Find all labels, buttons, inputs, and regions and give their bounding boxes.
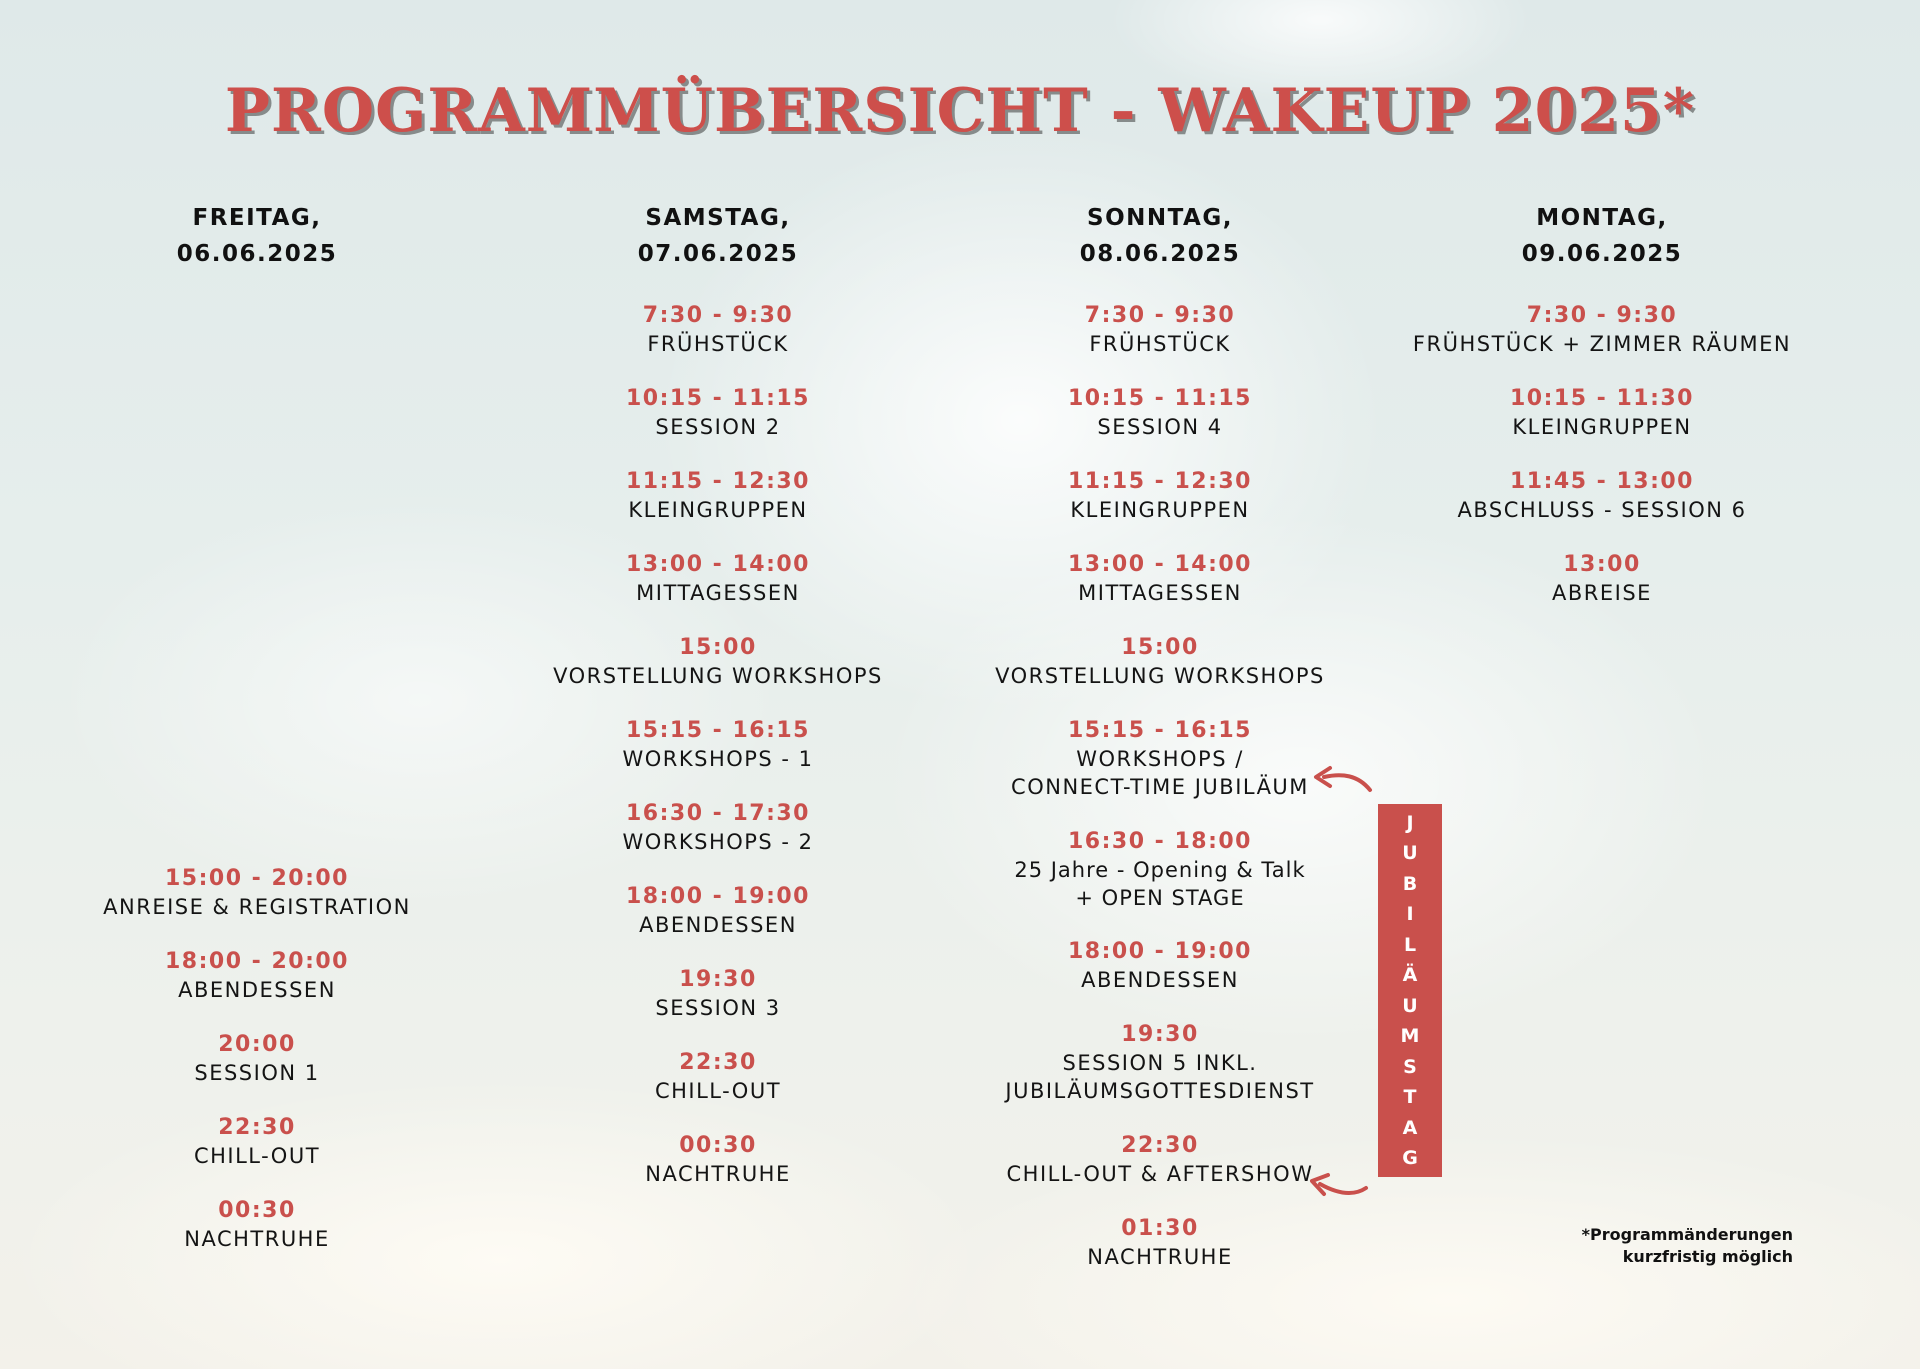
event-label: SESSION 1 [194,1061,320,1085]
event-time: 10:15 - 11:30 [1509,386,1694,411]
schedule-item [498,800,938,856]
event-time: 15:15 - 16:15 [625,718,810,743]
schedule-item [940,1021,1380,1105]
event-time: 00:30 [218,1198,296,1223]
schedule-item [498,385,938,441]
event-label: KLEINGRUPPEN [1512,415,1692,439]
schedule-item [37,1031,477,1087]
event-label: WORKSHOPS / CONNECT-TIME JUBILÄUM [1011,747,1309,799]
event-label: MITTAGESSEN [636,581,800,605]
event-time: 19:30 [679,967,757,992]
event-time: 11:15 - 12:30 [1067,469,1252,494]
event-label: NACHTRUHE [184,1227,330,1251]
curved-arrow-icon [1308,757,1378,799]
schedule-item [498,1132,938,1188]
schedule-item [1382,468,1822,524]
event-time: 18:00 - 20:00 [164,949,349,974]
event-time: 15:15 - 16:15 [1067,718,1252,743]
event-label: WORKSHOPS - 1 [622,747,814,771]
day-name: SONNTAG, [1087,205,1233,231]
schedule-item [37,948,477,1004]
event-time: 13:00 [1563,552,1641,577]
event-time: 16:30 - 17:30 [625,801,810,826]
event-label: CHILL-OUT [193,1144,321,1168]
event-label: KLEINGRUPPEN [1070,498,1250,522]
event-label: FRÜHSTÜCK [1089,332,1231,356]
banner-letter: J [1406,812,1414,834]
event-time: 22:30 [679,1050,757,1075]
day-column-saturday [498,200,938,1186]
event-label: ABENDESSEN [1081,968,1239,992]
schedule-item [940,551,1380,607]
schedule-item [498,717,938,773]
event-time: 7:30 - 9:30 [1084,303,1236,328]
event-time: 20:00 [218,1032,296,1057]
event-label: KLEINGRUPPEN [628,498,808,522]
banner-letter: M [1400,1025,1420,1048]
day-date: 07.06.2025 [637,241,799,267]
day-name: FREITAG, [192,205,322,231]
event-label: SESSION 3 [655,996,781,1020]
event-time: 15:00 [1121,635,1199,660]
event-time: 16:30 - 18:00 [1067,829,1252,854]
day-name: MONTAG, [1536,205,1668,231]
event-label: NACHTRUHE [645,1162,791,1186]
event-label: VORSTELLUNG WORKSHOPS [995,664,1325,688]
event-time: 15:00 [679,635,757,660]
event-label: WORKSHOPS - 2 [622,830,814,854]
day-column-sunday [940,200,1380,1269]
banner-letter: U [1402,994,1418,1017]
event-time: 22:30 [218,1115,296,1140]
event-label: ABENDESSEN [639,913,797,937]
event-time: 18:00 - 19:00 [625,884,810,909]
banner-letter: U [1402,842,1418,865]
schedule-item [940,1215,1380,1271]
event-time: 00:30 [679,1133,757,1158]
schedule-item [498,1049,938,1105]
event-label: CHILL-OUT [654,1079,782,1103]
banner-letter: S [1403,1055,1417,1078]
day-column-friday [37,200,477,1251]
day-name: SAMSTAG, [645,205,791,231]
event-label: SESSION 2 [655,415,781,439]
banner-letter: A [1402,1116,1418,1139]
curved-arrow-icon [1304,1162,1374,1204]
event-label: VORSTELLUNG WORKSHOPS [553,664,883,688]
schedule-item [1382,385,1822,441]
disclaimer-line: *Programmänderungen [1581,1225,1793,1244]
event-label: ABSCHLUSS - SESSION 6 [1457,498,1747,522]
day-date: 09.06.2025 [1521,241,1683,267]
schedule-item [498,551,938,607]
event-time: 22:30 [1121,1133,1199,1158]
event-time: 19:30 [1121,1022,1199,1047]
event-time: 13:00 - 14:00 [625,552,810,577]
schedule-item [940,828,1380,912]
jubilaeumstag-banner [1378,804,1442,1177]
schedule-item [37,1197,477,1253]
day-date: 08.06.2025 [1079,241,1241,267]
schedule-item [37,865,477,921]
schedule-item [1382,302,1822,358]
day-column-monday [1382,200,1822,605]
schedule-item [940,468,1380,524]
event-label: NACHTRUHE [1087,1245,1233,1269]
banner-letter: L [1403,933,1417,956]
schedule-item [498,966,938,1022]
schedule-item [498,883,938,939]
page-title: PROGRAMMÜBERSICHT - WAKEUP 2025* [224,76,1696,146]
schedule-item [498,302,938,358]
event-label: 25 Jahre - Opening & Talk + OPEN STAGE [1014,858,1306,910]
event-time: 18:00 - 19:00 [1067,939,1252,964]
event-time: 11:15 - 12:30 [625,469,810,494]
event-label: ABREISE [1552,581,1652,605]
schedule-item [1382,551,1822,607]
event-label: SESSION 5 INKL. JUBILÄUMSGOTTESDIENST [1005,1051,1315,1103]
schedule-item [940,302,1380,358]
event-label: MITTAGESSEN [1078,581,1242,605]
disclaimer-line: kurzfristig möglich [1622,1247,1793,1266]
event-label: ANREISE & REGISTRATION [103,895,411,919]
schedule-item [940,938,1380,994]
event-label: FRÜHSTÜCK [647,332,789,356]
schedule-item [498,468,938,524]
banner-letter: G [1402,1146,1418,1169]
event-label: FRÜHSTÜCK + ZIMMER RÄUMEN [1412,332,1792,356]
event-label: CHILL-OUT & AFTERSHOW [1006,1162,1314,1186]
event-time: 10:15 - 11:15 [625,386,810,411]
banner-letter: I [1406,903,1414,926]
schedule-item [940,385,1380,441]
schedule-item [498,634,938,690]
event-label: SESSION 4 [1097,415,1223,439]
event-time: 15:00 - 20:00 [164,866,349,891]
day-date: 06.06.2025 [176,241,338,267]
banner-letter: Ä [1402,964,1418,987]
banner-letter: T [1403,1086,1417,1109]
change-disclaimer [1582,1224,1793,1268]
schedule-item [940,634,1380,690]
banner-letter: B [1402,872,1418,895]
event-time: 7:30 - 9:30 [642,303,794,328]
event-time: 01:30 [1121,1216,1199,1241]
event-time: 13:00 - 14:00 [1067,552,1252,577]
event-time: 10:15 - 11:15 [1067,386,1252,411]
schedule-item [37,1114,477,1170]
event-time: 7:30 - 9:30 [1526,303,1678,328]
event-time: 11:45 - 13:00 [1509,469,1694,494]
event-label: ABENDESSEN [178,978,336,1002]
